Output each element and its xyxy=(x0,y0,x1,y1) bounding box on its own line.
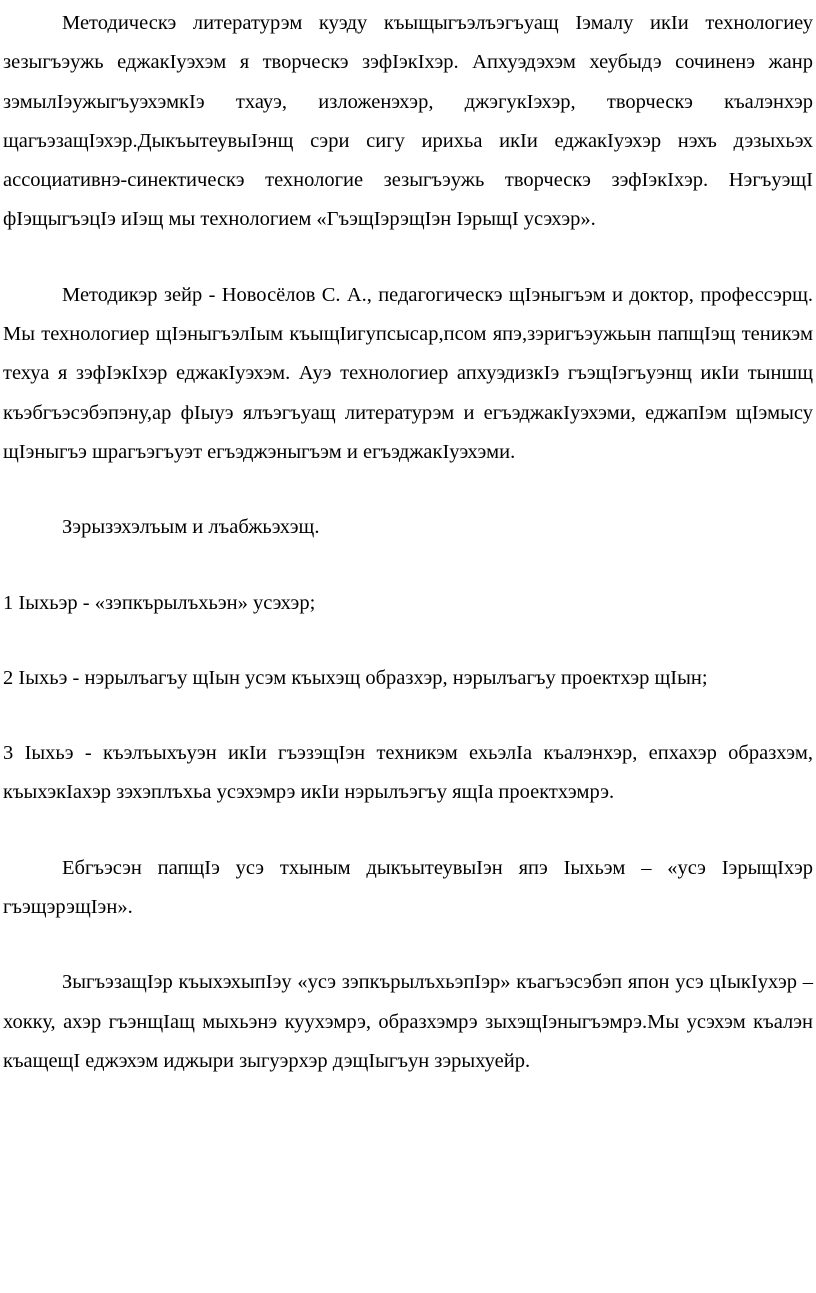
paragraph-intro: Методическэ литературэм куэду къыщыгъэлъэгъуащ Iэмалу икIи технологиеу зезыгъэужь еджакIуэхэм я творческэ зэфIэкIхэр. Апхуэдэхэм хеубыдэ сочиненэ жанр зэмылIэужыгъуэхэмкIэ тхауэ, изложенэхэр, джэгукIэхэр, творческэ къалэнхэр щагъэзащIэхэр.ДыкъытеувыIэнщ сэри сигу ирихьа икIи еджакIуэхэр нэхъ дэзыхьэх ассоциативнэ-синектическэ технологие зезыгъэужь творческэ зэфIэкIхэр. НэгъуэщI фIэщыгъэцIэ иIэщ мы технологием «ГъэщIэрэщIэн IэрыщI усэхэр». xyxy=(3,12,813,231)
list-item-part-1: 1 Iыхьэр - «зэпкърылъхьэн» усэхэр; xyxy=(3,591,316,614)
list-item-part-3: 3 Iыхьэ - къэлъыхъуэн икIи гъэзэщIэн техникэм ехьэлIа къалэнхэр, епхахэр образхэм, къыхэкIахэр зэхэплъхьа усэхэмрэ икIи нэрылъэгъу ящIа проектхэмрэ. xyxy=(3,742,813,804)
paragraph-hokku: ЗыгъэзащIэр къыхэхыпIэу «усэ зэпкърылъхьэпIэр» къагъэсэбэп япон усэ цIыкIухэр – хокку, ахэр гъэнщIащ мыхьэнэ куухэмрэ, образхэмрэ зыхэщIэныгъэмрэ.Мы усэхэм къалэн къащещI еджэхэм иджыри зыгуэрхэр дэщIыгъун зэрыхуейр. xyxy=(3,971,813,1072)
paragraph-first-part: Ебгъэсэн папщIэ усэ тхыным дыкъытеувыIэн япэ Iыхьэм – «усэ IэрыщIхэр гъэщэрэщIэн». xyxy=(3,856,813,919)
list-item-part-2: 2 Iыхьэ - нэрылъагъу щIын усэм къыхэщ образхэр, нэрылъагъу проектхэр щIын; xyxy=(3,666,708,689)
paragraph-structure-heading: Зэрызэхэлъым и лъабжьэхэщ. xyxy=(62,516,320,539)
paragraph-author: Методикэр зейр - Новосёлов С. А., педагогическэ щIэныгъэм и доктор, профессэрщ. Мы технологиер щIэныгъэлIым къыщIигупсысар,псом япэ,зэригъэужьын папщIэщ теникэм техуа я зэфIэкIхэр еджакIуэхэм. Ауэ технологиер апхуэдизкIэ гъэщIэгъуэнщ икIи тыншщ къэбгъэсэбэпэну,ар фIыуэ ялъэгъуащ литературэм и егъэджакIуэхэми, еджапIэм щIэмысу щIэныгъэ шрагъэгъуэт егъэджэныгъэм и егъэджакIуэхэми. xyxy=(3,283,813,463)
